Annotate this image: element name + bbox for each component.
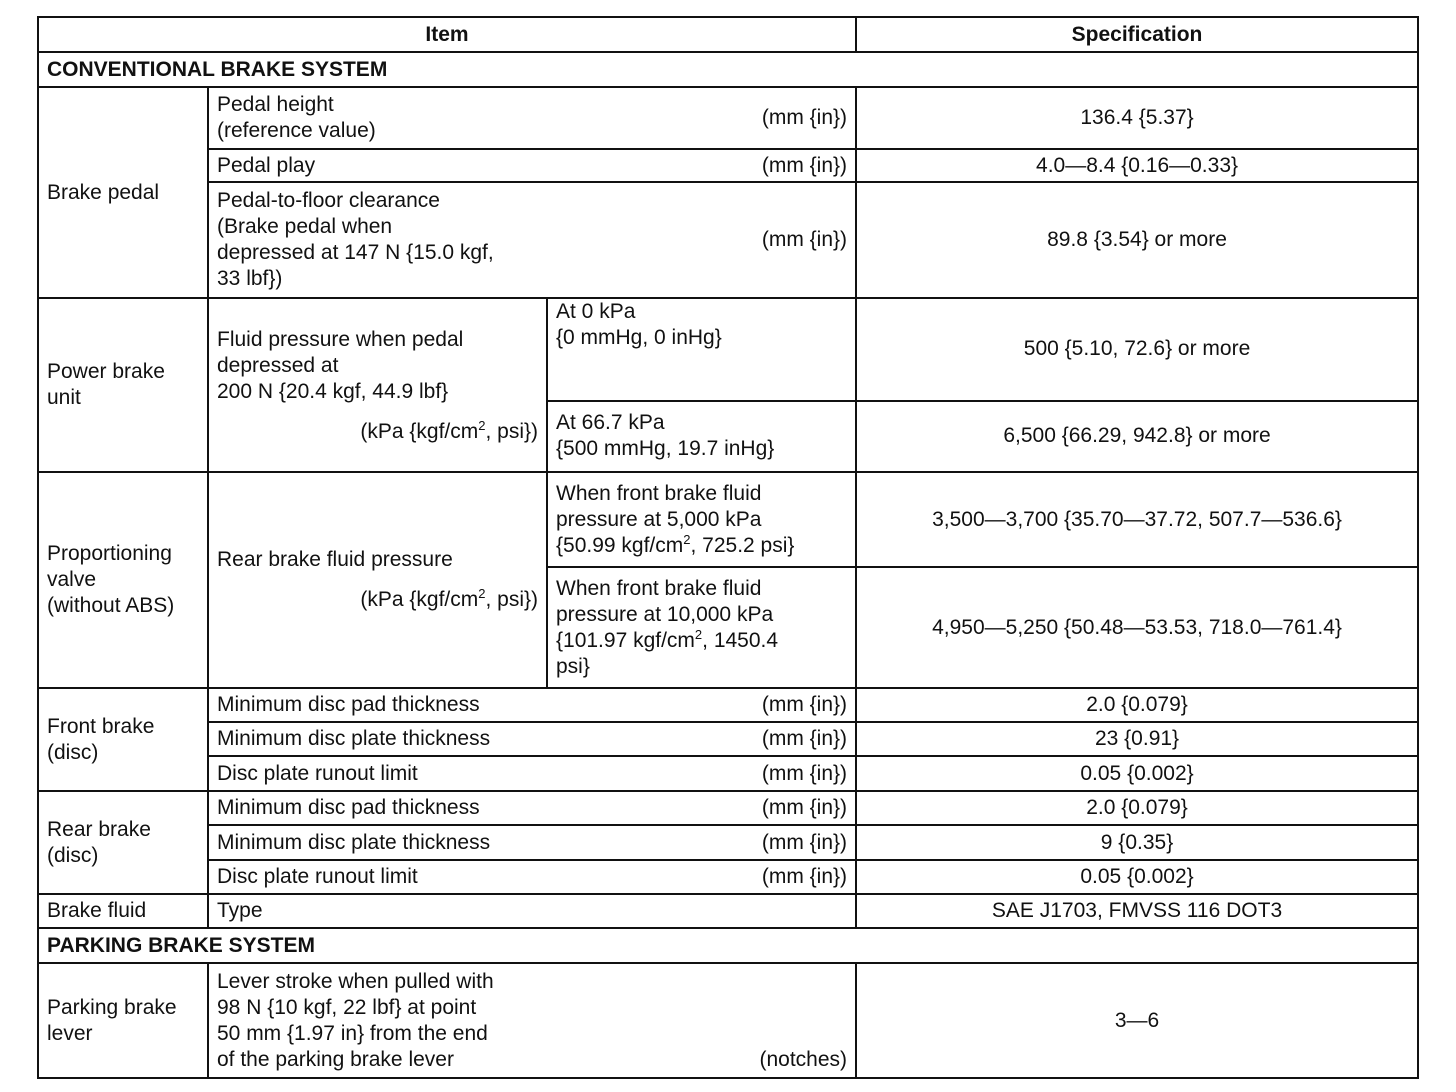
section-parking: PARKING BRAKE SYSTEM [38,928,1418,963]
unit-label: (mm {in}) [761,228,848,251]
group-label: Proportioning valve (without ABS) [38,472,208,688]
item-label: Disc plate runout limit [217,761,418,785]
unit-label: (mm {in}) [761,727,848,750]
item-label: Minimum disc plate thickness [217,727,491,750]
table-row [38,87,1418,149]
item-label: Rear brake fluid pressure [217,548,453,571]
item-label: Pedal play [217,153,316,177]
spec-value: 136.4 {5.37} [856,87,1418,149]
table-row [38,825,1418,860]
table-row [38,149,1418,182]
unit-label: (mm {in}) [761,153,848,177]
table-row [38,963,1418,1078]
item-label: Pedal height (reference value) [217,93,376,142]
unit-label: (mm {in}) [761,106,848,129]
header-item: Item [38,17,856,52]
spec-value: 3—6 [856,963,1418,1078]
unit-label: (mm {in}) [761,796,848,819]
spec-value: 500 {5.10, 72.6} or more [856,298,1418,401]
spec-value: SAE J1703, FMVSS 116 DOT3 [856,894,1418,928]
brake-spec-table [37,16,1419,1079]
spec-value: 89.8 {3.54} or more [856,182,1418,298]
section-conventional: CONVENTIONAL BRAKE SYSTEM [38,52,1418,87]
table-row [38,722,1418,756]
item-label: Disc plate runout limit [217,865,418,888]
item-label: Minimum disc plate thickness [217,830,491,854]
spec-value: 3,500—3,700 {35.70—37.72, 507.7—536.6} [856,472,1418,567]
spec-value: 2.0 {0.079} [856,688,1418,722]
table-row [38,298,1418,401]
table-row [38,182,1418,298]
spec-value: 2.0 {0.079} [856,791,1418,825]
unit-label: (mm {in}) [761,830,848,854]
spec-value: 6,500 {66.29, 942.8} or more [856,401,1418,472]
header-row [38,17,1418,52]
table-row [38,791,1418,825]
item-label: Minimum disc pad thickness [217,796,480,819]
group-label: Brake fluid [38,894,208,928]
condition-label: When front brake fluid pressure at 5,000 kPa {50.99 kgf/$cm^2$, 725.2 psi} [547,472,856,567]
item-label: Pedal-to-floor clearance (Brake pedal when depressed at 147 N {15.0 kgf, 33 lbf}) [217,189,494,290]
unit-label: (kPa {$kgf/cm^2$, psi}) [360,418,538,443]
group-label: Brake pedal [38,87,208,298]
item-label: Type [208,894,856,928]
group-label: Rear brake (disc) [38,791,208,894]
group-label: Front brake (disc) [38,688,208,791]
condition-label: At 0 kPa {0 mmHg, 0 inHg} [547,298,856,401]
table-row [38,894,1418,928]
condition-label: At 66.7 kPa {500 mmHg, 19.7 inHg} [547,401,856,472]
table-row [38,688,1418,722]
spec-value: 9 {0.35} [856,825,1418,860]
spec-value: 4.0—8.4 {0.16—0.33} [856,149,1418,182]
spec-value: 0.05 {0.002} [856,860,1418,894]
group-label: Power brake unit [38,298,208,472]
unit-label: (mm {in}) [761,761,848,785]
unit-label: (mm {in}) [761,865,848,888]
table-row [38,472,1418,567]
item-label: Fluid pressure when pedal depressed at 200 N {20.4 kgf, 44.9 lbf} [217,328,464,403]
condition-label: When front brake fluid pressure at 10,000 kPa {101.97 kgf/$cm^2$, 1450.4 psi} [547,567,856,688]
unit-label: (kPa {$kgf/cm^2$, psi}) [360,586,538,611]
spec-value: 23 {0.91} [856,722,1418,756]
spec-value: 0.05 {0.002} [856,756,1418,791]
group-label: Parking brake lever [38,963,208,1078]
unit-label: (mm {in}) [761,693,848,716]
table-row [38,756,1418,791]
header-spec: Specification [856,17,1418,52]
spec-value: 4,950—5,250 {50.48—53.53, 718.0—761.4} [856,567,1418,688]
unit-label: (notches) [759,1047,848,1071]
table-row [38,860,1418,894]
item-label: Minimum disc pad thickness [217,693,480,716]
item-label: Lever stroke when pulled with 98 N {10 kgf, 22 lbf} at point 50 mm {1.97 in} from the end of the parking brake lever [217,969,494,1071]
